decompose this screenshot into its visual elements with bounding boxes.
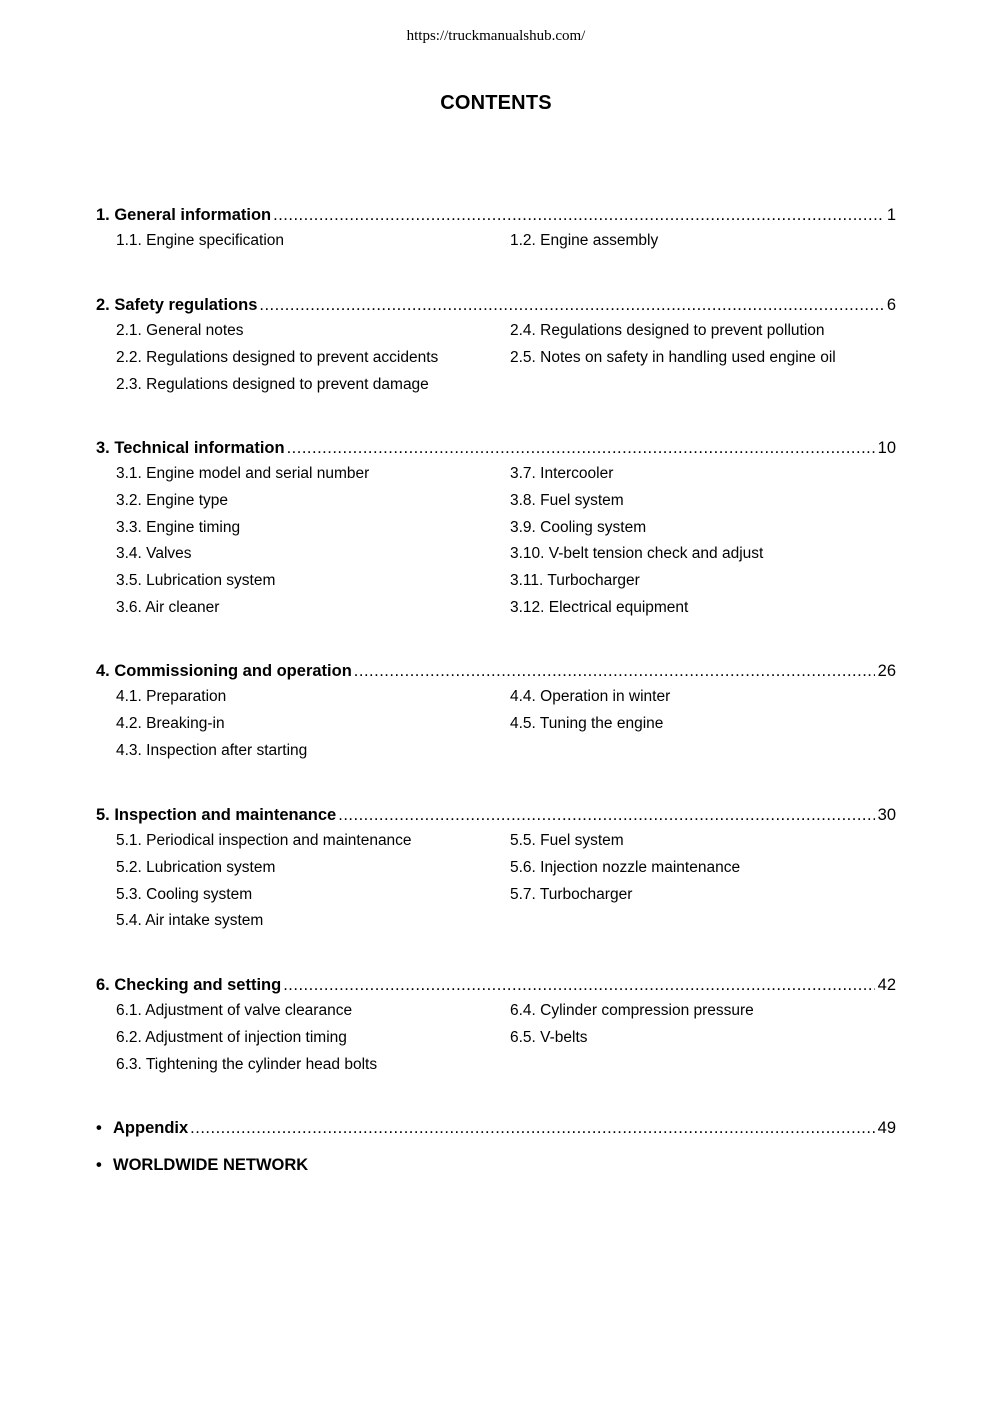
subsection-list [116, 459, 896, 624]
subsection-item[interactable]: 3.10. V-belt tension check and adjust [510, 545, 764, 563]
dot-leader [338, 804, 874, 826]
appendix-page: 49 [877, 1119, 896, 1137]
subsection-item[interactable]: 4.4. Operation in winter [510, 688, 671, 705]
source-url: https://truckmanualshub.com/ [406, 28, 586, 44]
subsection-item[interactable]: 5.5. Fuel system [510, 832, 624, 849]
section-page-number: 6 [886, 296, 896, 314]
toc-section-heading[interactable] [96, 660, 896, 682]
subsection-item[interactable]: 5.6. Injection nozzle maintenance [510, 858, 741, 876]
subsection-item[interactable]: 5.2. Lubrication system [116, 858, 276, 876]
section-page-number: 30 [877, 806, 896, 824]
toc-section [96, 204, 896, 257]
bullet-icon: • [96, 1119, 102, 1137]
section-page-number: 26 [877, 662, 896, 680]
dot-leader [287, 437, 875, 459]
subsection-item[interactable]: 3.3. Engine timing [116, 518, 241, 536]
subsection-item[interactable]: 6.1. Adjustment of valve clearance [116, 1002, 353, 1019]
subsection-item[interactable]: 3.12. Electrical equipment [510, 599, 689, 616]
page-title: CONTENTS [440, 92, 552, 114]
subsection-list [116, 996, 896, 1080]
section-title: 6. Checking and setting [96, 976, 282, 994]
subsection-item[interactable]: 3.9. Cooling system [510, 518, 647, 536]
appendix-label: Appendix [113, 1119, 189, 1137]
subsection-item[interactable]: 2.1. General notes [116, 322, 244, 339]
subsection-item[interactable]: 5.4. Air intake system [116, 912, 264, 930]
toc-section [96, 804, 896, 937]
toc-section-heading[interactable] [96, 204, 896, 226]
toc-section [96, 660, 896, 766]
section-page-number: 1 [886, 206, 896, 224]
subsection-item[interactable]: 2.5. Notes on safety in handling used engine oil [510, 348, 836, 366]
toc-section [96, 294, 896, 400]
subsection-item[interactable]: 1.1. Engine specification [116, 232, 285, 249]
subsection-item[interactable]: 5.3. Cooling system [116, 885, 253, 903]
subsection-item[interactable]: 4.3. Inspection after starting [116, 741, 308, 759]
subsection-item[interactable]: 3.1. Engine model and serial number [116, 465, 370, 482]
toc-section-heading[interactable] [96, 437, 896, 459]
subsection-item[interactable]: 2.3. Regulations designed to prevent damage [116, 375, 429, 393]
subsection-item[interactable]: 3.5. Lubrication system [116, 572, 276, 590]
subsection-item[interactable]: 3.7. Intercooler [510, 465, 614, 482]
subsection-list [116, 226, 896, 257]
subsection-item[interactable]: 3.4. Valves [116, 545, 192, 563]
dot-leader [190, 1117, 874, 1139]
network-entry[interactable] [96, 1154, 896, 1176]
subsection-item[interactable]: 4.1. Preparation [116, 688, 227, 705]
section-title: 3. Technical information [96, 439, 285, 457]
subsection-item[interactable]: 3.6. Air cleaner [116, 599, 220, 616]
appendix-entry[interactable] [96, 1117, 896, 1139]
toc-section-heading[interactable] [96, 294, 896, 316]
subsection-item[interactable]: 6.3. Tightening the cylinder head bolts [116, 1055, 378, 1073]
subsection-item[interactable]: 3.8. Fuel system [510, 491, 624, 509]
subsection-item[interactable]: 5.7. Turbocharger [510, 885, 633, 903]
section-page-number: 42 [877, 976, 896, 994]
subsection-item[interactable]: 3.2. Engine type [116, 491, 229, 509]
subsection-item[interactable]: 6.2. Adjustment of injection timing [116, 1028, 347, 1046]
dot-leader [283, 974, 874, 996]
subsection-item[interactable]: 3.11. Turbocharger [510, 572, 640, 590]
dot-leader [259, 294, 883, 316]
subsection-item[interactable]: 2.2. Regulations designed to prevent accidents [116, 348, 439, 366]
subsection-list [116, 316, 896, 400]
toc-section [96, 974, 896, 1080]
network-label: WORLDWIDE NETWORK [113, 1156, 309, 1174]
subsection-item[interactable]: 1.2. Engine assembly [510, 232, 659, 249]
toc-section [96, 437, 896, 624]
section-title: 1. General information [96, 206, 272, 224]
toc-section-heading[interactable] [96, 974, 896, 996]
section-page-number: 10 [877, 439, 896, 457]
toc-section-heading[interactable] [96, 804, 896, 826]
dot-leader [273, 204, 884, 226]
subsection-item[interactable]: 6.5. V-belts [510, 1028, 588, 1046]
subsection-list [116, 826, 896, 937]
section-title: 2. Safety regulations [96, 296, 258, 314]
bullet-icon: • [96, 1156, 102, 1174]
subsection-item[interactable]: 5.1. Periodical inspection and maintenance [116, 832, 412, 849]
section-title: 5. Inspection and maintenance [96, 806, 337, 824]
subsection-item[interactable]: 4.5. Tuning the engine [510, 714, 664, 732]
subsection-item[interactable]: 6.4. Cylinder compression pressure [510, 1002, 754, 1019]
subsection-list [116, 682, 896, 766]
section-title: 4. Commissioning and operation [96, 662, 352, 680]
subsection-item[interactable]: 4.2. Breaking-in [116, 714, 225, 732]
subsection-item[interactable]: 2.4. Regulations designed to prevent pollution [510, 322, 825, 339]
dot-leader [354, 660, 875, 682]
